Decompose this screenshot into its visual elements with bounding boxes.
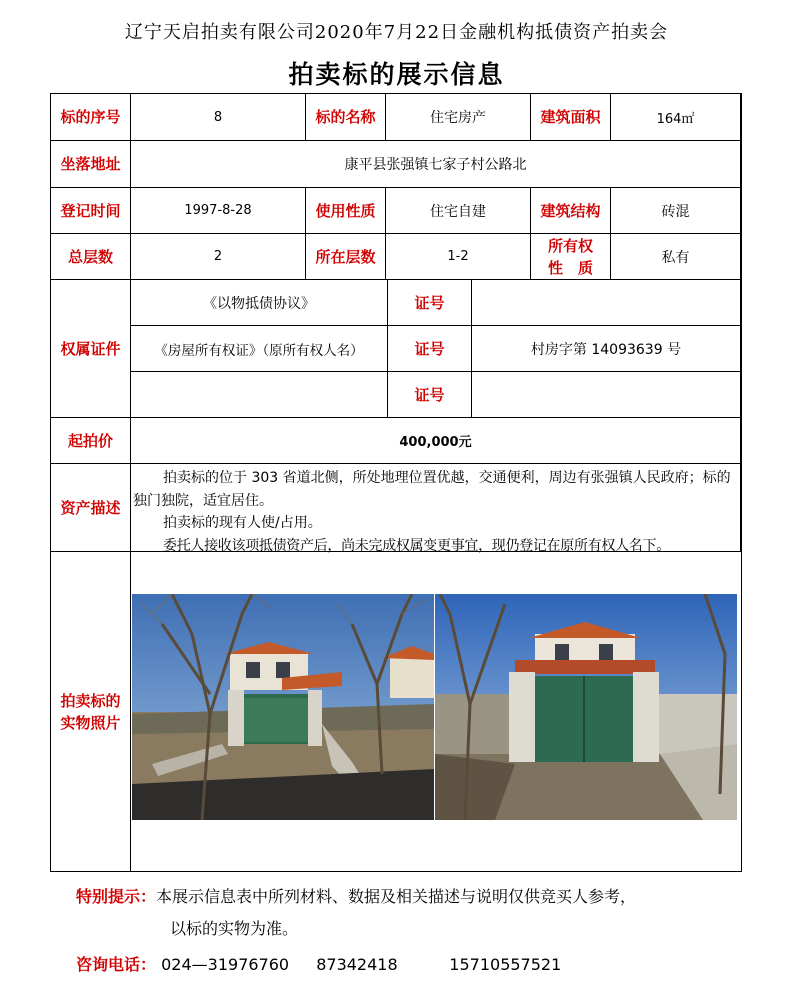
value-seq: 8 [131, 94, 306, 141]
description-line-2: 拍卖标的现有人使/占用。 [163, 515, 322, 531]
cert-value-1 [472, 280, 741, 326]
phone-1: 024—31976760 [161, 955, 290, 974]
value-location: 康平县张强镇七家子村公路北 [131, 141, 741, 188]
value-start-price: 400,000元 [131, 418, 741, 464]
notice-text-2: 以标的实物为准。 [170, 919, 299, 938]
value-floors: 2 [131, 234, 306, 280]
value-structure: 砖混 [611, 188, 741, 234]
label-cert-2: 证号 [388, 326, 472, 372]
value-at-floor: 1-2 [386, 234, 531, 280]
contact-line [76, 952, 561, 975]
label-at-floor: 所在层数 [306, 234, 386, 280]
label-name: 标的名称 [306, 94, 386, 141]
phone-3: 15710557521 [449, 955, 562, 974]
label-reg-time: 登记时间 [51, 188, 131, 234]
label-ownership: 所有权 性 质 [531, 234, 611, 280]
cert-value-2: 村房字第 14093639 号 [472, 326, 741, 372]
contact-label: 咨询电话： [76, 955, 157, 974]
photos-area [131, 552, 741, 871]
label-cert-3: 证号 [388, 372, 472, 418]
notice-label: 特别提示： [76, 887, 157, 906]
doc-name-2: 《房屋所有权证》（原所有权人名） [131, 326, 388, 372]
label-start-price: 起拍价 [51, 418, 131, 464]
label-description: 资产描述 [51, 464, 131, 552]
special-notice [76, 884, 636, 907]
label-structure: 建筑结构 [531, 188, 611, 234]
property-photo-2 [435, 594, 737, 820]
notice-text-1: 本展示信息表中所列材料、数据及相关描述与说明仅供竞买人参考， [156, 887, 637, 906]
label-location: 坐落地址 [51, 141, 131, 188]
label-area: 建筑面积 [531, 94, 611, 141]
label-seq: 标的序号 [51, 94, 131, 141]
label-title-docs: 权属证件 [51, 280, 131, 418]
label-floors: 总层数 [51, 234, 131, 280]
label-usage: 使用性质 [306, 188, 386, 234]
value-ownership: 私有 [611, 234, 741, 280]
description-text [131, 464, 741, 552]
value-usage: 住宅自建 [386, 188, 531, 234]
doc-name-3 [131, 372, 388, 418]
info-table [50, 93, 742, 872]
description-line-1: 拍卖标的位于 303 省道北侧，所处地理位置优越，交通便利，周边有张强镇人民政府；标的独门独院，适宜居住。 [133, 470, 731, 509]
value-area: 164㎡ [611, 94, 741, 141]
page-title: 拍卖标的展示信息 [288, 60, 505, 89]
doc-name-1: 《以物抵债协议》 [131, 280, 388, 326]
auction-header: 辽宁天启拍卖有限公司2020年7月22日金融机构抵债资产拍卖会 [124, 22, 669, 43]
property-photo-1 [132, 594, 434, 820]
phone-2: 87342418 [316, 955, 398, 974]
description-line-3: 委托人接收该项抵债资产后，尚未完成权属变更事宜，现仍登记在原所有权人名下。 [163, 537, 670, 554]
value-name: 住宅房产 [386, 94, 531, 141]
cert-value-3 [472, 372, 741, 418]
label-photos: 拍卖标的 实物照片 [51, 552, 131, 871]
label-cert-1: 证号 [388, 280, 472, 326]
value-reg-time: 1997-8-28 [131, 188, 306, 234]
